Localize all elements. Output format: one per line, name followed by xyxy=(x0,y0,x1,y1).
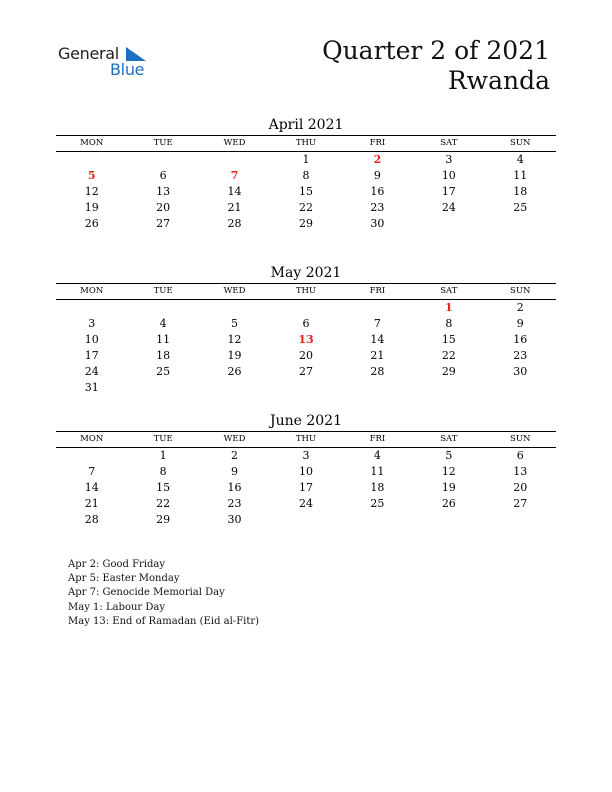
week-row xyxy=(56,512,556,528)
week-row xyxy=(56,348,556,364)
week-row xyxy=(56,380,556,396)
day-cell: 29 xyxy=(298,217,313,230)
day-cell xyxy=(413,380,484,396)
day-cell: 8 xyxy=(159,465,167,478)
day-cell xyxy=(485,216,556,232)
day-cell: 19 xyxy=(227,349,242,362)
holiday-day-cell: 2 xyxy=(373,153,382,166)
day-cell: 18 xyxy=(156,349,171,362)
day-cell: 28 xyxy=(84,513,99,526)
calendar-june xyxy=(56,411,556,528)
day-cell: 24 xyxy=(298,497,313,510)
day-cell: 16 xyxy=(513,333,528,346)
day-cell: 13 xyxy=(513,465,528,478)
holiday-note: May 1: Labour Day xyxy=(68,601,165,613)
day-cell: 18 xyxy=(370,481,385,494)
month-title: April 2021 xyxy=(268,117,344,133)
day-cell xyxy=(56,300,127,316)
week-row xyxy=(56,316,556,332)
day-cell xyxy=(413,512,484,528)
weekday-label: SAT xyxy=(440,434,458,444)
weekday-label: THU xyxy=(295,434,317,444)
month-title: May 2021 xyxy=(270,265,342,281)
day-cell xyxy=(342,380,413,396)
week-row xyxy=(56,480,556,496)
holiday-note: May 13: End of Ramadan (Eid al-Fitr) xyxy=(68,615,260,627)
day-cell: 30 xyxy=(513,365,528,378)
day-cell: 17 xyxy=(298,481,313,494)
weekday-label: MON xyxy=(80,434,104,444)
day-cell: 10 xyxy=(441,169,456,182)
holiday-day-cell: 7 xyxy=(230,169,239,182)
week-row xyxy=(56,168,556,184)
holiday-day-cell: 5 xyxy=(87,169,96,182)
day-cell: 4 xyxy=(159,317,167,330)
day-cell: 23 xyxy=(227,497,242,510)
day-cell: 7 xyxy=(88,465,96,478)
day-cell xyxy=(127,380,198,396)
day-cell xyxy=(56,152,127,168)
weekday-label: FRI xyxy=(369,138,386,148)
week-row xyxy=(56,332,556,348)
title-country: Rwanda xyxy=(447,66,550,95)
day-cell: 4 xyxy=(516,153,524,166)
title-quarter: Quarter 2 of 2021 xyxy=(322,36,550,65)
day-cell: 23 xyxy=(370,201,385,214)
logo-general-text: General xyxy=(58,44,119,63)
holiday-note: Apr 2: Good Friday xyxy=(68,559,166,570)
weekday-label: TUE xyxy=(153,434,173,444)
holiday-day-cell: 13 xyxy=(298,333,314,346)
day-cell: 20 xyxy=(513,481,528,494)
weekday-label: MON xyxy=(80,286,104,296)
day-cell: 5 xyxy=(231,317,239,330)
day-cell: 21 xyxy=(227,201,242,214)
day-cell: 13 xyxy=(156,185,171,198)
day-cell: 18 xyxy=(513,185,528,198)
weekday-label: WED xyxy=(223,138,246,148)
day-cell: 14 xyxy=(84,481,99,494)
weekday-label: MON xyxy=(80,138,104,148)
day-cell: 16 xyxy=(227,481,242,494)
day-cell: 26 xyxy=(441,497,456,510)
day-cell: 20 xyxy=(298,349,313,362)
week-row xyxy=(56,300,556,316)
day-cell: 6 xyxy=(159,169,167,182)
day-cell: 14 xyxy=(227,185,242,198)
day-cell: 1 xyxy=(302,153,310,166)
day-cell: 9 xyxy=(516,317,524,330)
day-cell: 3 xyxy=(88,317,96,330)
day-cell: 19 xyxy=(441,481,456,494)
day-cell xyxy=(199,300,270,316)
day-cell: 27 xyxy=(298,365,313,378)
day-cell: 25 xyxy=(370,497,385,510)
calendar-may xyxy=(56,263,556,396)
day-cell xyxy=(342,512,413,528)
day-cell: 9 xyxy=(373,169,381,182)
day-cell: 8 xyxy=(445,317,453,330)
day-cell xyxy=(199,380,270,396)
day-cell: 3 xyxy=(445,153,453,166)
day-cell: 21 xyxy=(370,349,385,362)
day-cell xyxy=(127,152,198,168)
day-cell: 11 xyxy=(513,169,528,182)
day-cell xyxy=(270,512,341,528)
day-cell: 29 xyxy=(441,365,456,378)
day-cell: 24 xyxy=(84,365,99,378)
day-cell: 23 xyxy=(513,349,528,362)
weekday-header xyxy=(56,283,556,300)
weekday-label: FRI xyxy=(369,286,386,296)
week-row xyxy=(56,184,556,200)
day-cell: 22 xyxy=(298,201,313,214)
day-cell: 25 xyxy=(156,365,171,378)
day-cell: 30 xyxy=(227,513,242,526)
day-cell xyxy=(270,380,341,396)
day-cell: 9 xyxy=(231,465,239,478)
day-cell: 10 xyxy=(298,465,313,478)
day-cell: 17 xyxy=(84,349,99,362)
weekday-label: TUE xyxy=(153,138,173,148)
week-row xyxy=(56,364,556,380)
day-cell xyxy=(485,380,556,396)
weekday-label: SAT xyxy=(440,286,458,296)
day-cell: 17 xyxy=(441,185,456,198)
holiday-note: Apr 5: Easter Monday xyxy=(68,573,180,585)
holiday-notes xyxy=(68,558,259,629)
day-cell: 21 xyxy=(84,497,99,510)
week-row xyxy=(56,496,556,512)
day-cell xyxy=(413,216,484,232)
logo-blue-text: Blue xyxy=(110,60,145,79)
holiday-day-cell: 1 xyxy=(444,301,453,314)
day-cell xyxy=(56,448,127,464)
day-cell xyxy=(342,300,413,316)
day-cell: 20 xyxy=(156,201,171,214)
day-cell: 6 xyxy=(302,317,310,330)
day-cell: 28 xyxy=(227,217,242,230)
weekday-header xyxy=(56,135,556,152)
weekday-label: WED xyxy=(223,434,246,444)
day-cell: 16 xyxy=(370,185,385,198)
day-cell xyxy=(270,300,341,316)
day-cell: 12 xyxy=(227,333,242,346)
day-cell: 7 xyxy=(373,317,381,330)
day-cell: 19 xyxy=(84,201,99,214)
calendar-april xyxy=(56,115,556,232)
logo xyxy=(58,44,158,84)
day-cell: 4 xyxy=(373,449,381,462)
day-cell: 26 xyxy=(227,365,242,378)
weekday-label: FRI xyxy=(369,434,386,444)
day-cell xyxy=(485,512,556,528)
day-cell: 30 xyxy=(370,217,385,230)
weekday-header xyxy=(56,431,556,448)
week-row xyxy=(56,448,556,464)
day-cell: 1 xyxy=(159,449,167,462)
week-row xyxy=(56,200,556,216)
day-cell: 12 xyxy=(441,465,456,478)
week-row xyxy=(56,464,556,480)
logo-triangle-icon xyxy=(126,47,146,61)
day-cell: 22 xyxy=(156,497,171,510)
day-cell: 25 xyxy=(513,201,528,214)
week-row xyxy=(56,152,556,168)
weekday-label: WED xyxy=(223,286,246,296)
page-title xyxy=(322,36,550,96)
day-cell: 15 xyxy=(298,185,313,198)
day-cell: 26 xyxy=(84,217,99,230)
day-cell xyxy=(199,152,270,168)
weekday-label: THU xyxy=(295,138,317,148)
weekday-label: SUN xyxy=(510,286,531,296)
day-cell: 8 xyxy=(302,169,310,182)
weekday-label: SAT xyxy=(440,138,458,148)
day-cell: 27 xyxy=(513,497,528,510)
holiday-note: Apr 7: Genocide Memorial Day xyxy=(68,587,225,599)
day-cell xyxy=(127,300,198,316)
weekday-label: SUN xyxy=(510,434,531,444)
weekday-label: SUN xyxy=(510,138,531,148)
month-title: June 2021 xyxy=(269,413,342,429)
day-cell: 28 xyxy=(370,365,385,378)
day-cell: 14 xyxy=(370,333,385,346)
day-cell: 31 xyxy=(84,381,99,394)
day-cell: 3 xyxy=(302,449,310,462)
day-cell: 5 xyxy=(445,449,453,462)
day-cell: 29 xyxy=(156,513,171,526)
weekday-label: TUE xyxy=(153,286,173,296)
day-cell: 15 xyxy=(156,481,171,494)
day-cell: 27 xyxy=(156,217,171,230)
day-cell: 12 xyxy=(84,185,99,198)
day-cell: 11 xyxy=(156,333,171,346)
day-cell: 10 xyxy=(84,333,99,346)
day-cell: 2 xyxy=(231,449,239,462)
week-row xyxy=(56,216,556,232)
day-cell: 11 xyxy=(370,465,385,478)
day-cell: 24 xyxy=(441,201,456,214)
weekday-label: THU xyxy=(295,286,317,296)
day-cell: 2 xyxy=(516,301,524,314)
day-cell: 15 xyxy=(441,333,456,346)
day-cell: 6 xyxy=(516,449,524,462)
day-cell: 22 xyxy=(441,349,456,362)
